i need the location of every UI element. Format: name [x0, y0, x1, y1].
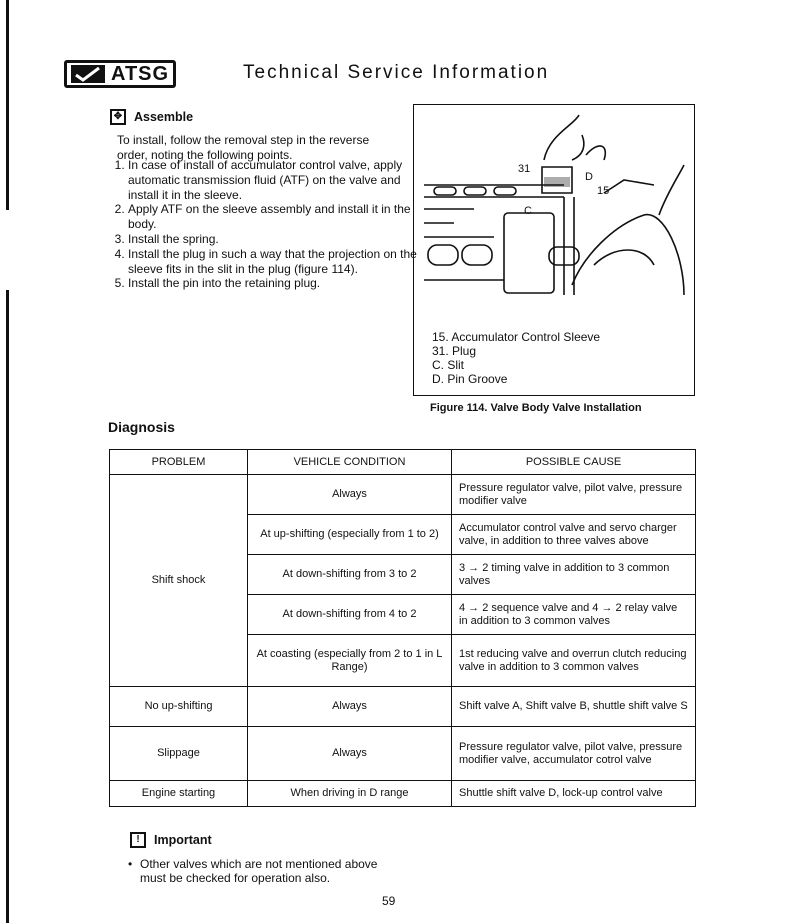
checkmark-icon — [71, 65, 105, 83]
assemble-step: 2. Apply ATF on the sleeve assembly and install it in the body. — [128, 202, 418, 232]
cause-cell: Shift valve A, Shift valve B, shuttle shift valve S — [452, 687, 696, 727]
cause-cell: 3 → 2 timing valve in addition to 3 common valves — [452, 555, 696, 595]
assemble-step: 4. Install the plug in such a way that the projection on the sleeve fits in the slit in the plug (figure 114). — [128, 247, 418, 277]
important-note — [128, 857, 385, 885]
legend-item: D. Pin Groove — [432, 372, 508, 386]
header-problem: PROBLEM — [110, 450, 248, 475]
valve-body-illustration — [414, 105, 693, 305]
header-cause: POSSIBLE CAUSE — [452, 450, 696, 475]
important-heading-text: Important — [154, 833, 212, 847]
problem-cell: Shift shock — [110, 475, 248, 687]
cause-cell: Shuttle shift valve D, lock-up control valve — [452, 781, 696, 807]
assemble-steps — [112, 158, 418, 291]
table-header-row — [110, 450, 696, 475]
cause-cell: Pressure regulator valve, pilot valve, pressure modifier valve — [452, 475, 696, 515]
cause-cell: 1st reducing valve and overrun clutch reducing valve in addition to 3 common valves — [452, 635, 696, 687]
header-condition: VEHICLE CONDITION — [248, 450, 452, 475]
condition-cell: When driving in D range — [248, 781, 452, 807]
cause-cell: Pressure regulator valve, pilot valve, pressure modifier valve, accumulator cotrol valve — [452, 727, 696, 781]
cause-cell: 4 → 2 sequence valve and 4 → 2 relay valve in addition to 3 common valves — [452, 595, 696, 635]
condition-cell: At coasting (especially from 2 to 1 in L Range) — [248, 635, 452, 687]
problem-cell: No up-shifting — [110, 687, 248, 727]
figure-label-d: D — [585, 171, 593, 183]
table-row — [110, 475, 696, 515]
assemble-heading-text: Assemble — [134, 110, 194, 124]
table-row — [110, 727, 696, 781]
important-note-text: Other valves which are not mentioned above must be checked for operation also. — [140, 857, 378, 885]
legend-item: 31. Plug — [432, 344, 477, 358]
assemble-intro: To install, follow the removal step in the reverse order, noting the following points. — [117, 133, 370, 162]
assemble-heading — [110, 109, 193, 125]
legend-item: 15. Accumulator Control Sleeve — [432, 330, 601, 344]
cause-cell: Accumulator control valve and servo charger valve, in addition to three valves above — [452, 515, 696, 555]
logo-text: ATSG — [111, 62, 170, 85]
atsg-logo — [64, 60, 176, 88]
figure-label-31: 31 — [518, 163, 531, 175]
assemble-step: 3. Install the spring. — [128, 232, 418, 247]
legend-item: C. Slit — [432, 358, 465, 372]
assemble-step: 1. In case of install of accumulator control valve, apply automatic transmission fluid (ATF) on the valve and install it in the sleeve. — [128, 158, 418, 202]
table-row — [110, 781, 696, 807]
condition-cell: Always — [248, 475, 452, 515]
figure-label-15: 15 — [597, 185, 610, 197]
condition-cell: At down-shifting from 4 to 2 — [248, 595, 452, 635]
binding-edge-bottom — [6, 290, 9, 923]
page-title: Technical Service Information — [243, 62, 550, 83]
problem-cell: Slippage — [110, 727, 248, 781]
figure-caption: Figure 114. Valve Body Valve Installation — [430, 402, 642, 414]
assemble-step: 5. Install the pin into the retaining plug. — [128, 276, 418, 291]
diagnosis-table — [109, 449, 696, 807]
condition-cell: Always — [248, 687, 452, 727]
figure-legend — [432, 330, 600, 386]
figure-label-c: C — [524, 205, 532, 217]
important-icon: ! — [130, 832, 146, 848]
condition-cell: At down-shifting from 3 to 2 — [248, 555, 452, 595]
condition-cell: Always — [248, 727, 452, 781]
important-heading — [130, 832, 212, 848]
problem-cell: Engine starting — [110, 781, 248, 807]
condition-cell: At up-shifting (especially from 1 to 2) — [248, 515, 452, 555]
assemble-icon: ✥ — [110, 109, 126, 125]
table-row — [110, 687, 696, 727]
bullet-icon: • — [128, 857, 133, 871]
page-number: 59 — [382, 894, 396, 908]
diagnosis-title: Diagnosis — [108, 419, 175, 435]
binding-edge-top — [6, 0, 9, 210]
